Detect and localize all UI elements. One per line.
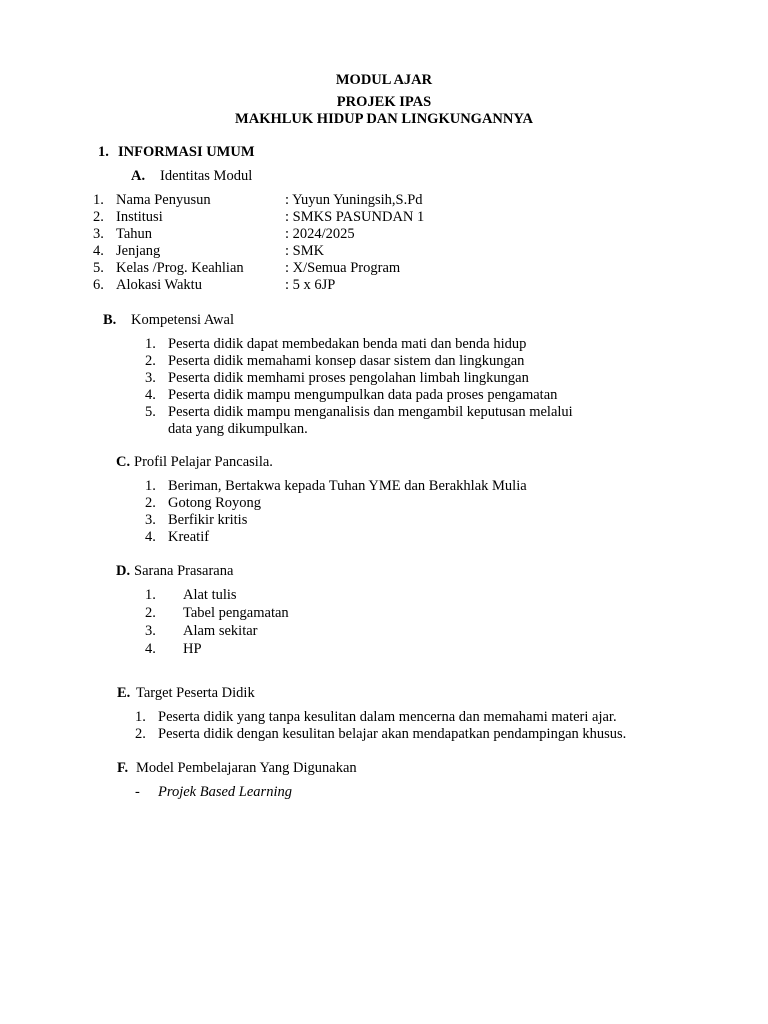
identitas-value: : Yuyun Yuningsih,S.Pd (285, 192, 423, 208)
list-item: HP (183, 641, 202, 657)
list-item-number: 2. (145, 495, 156, 511)
list-bullet: - (135, 784, 140, 800)
identitas-label: Nama Penyusun (116, 192, 211, 208)
list-item: Alam sekitar (183, 623, 258, 639)
subsection-d-title: Sarana Prasarana (134, 563, 234, 579)
list-item-number: 2. (145, 605, 156, 621)
list-item-number: 4. (145, 641, 156, 657)
list-item: Gotong Royong (168, 495, 262, 511)
list-item: Peserta didik mampu mengumpulkan data pada proses pengamatan (168, 387, 558, 403)
list-item: Peserta didik memhami proses pengolahan limbah lingkungan (168, 370, 529, 386)
list-item: Berfikir kritis (168, 512, 248, 528)
doc-title-line3: MAKHLUK HIDUP DAN LINGKUNGANNYA (235, 111, 533, 127)
list-item: Alat tulis (183, 587, 237, 603)
list-item-continuation: data yang dikumpulkan. (168, 421, 308, 437)
doc-title-line1: MODUL AJAR (335, 72, 433, 88)
subsection-c-title: Profil Pelajar Pancasila. (134, 454, 273, 470)
list-item-number: 1. (145, 587, 156, 603)
identitas-num: 6. (93, 277, 104, 293)
list-item: Kreatif (168, 529, 210, 545)
identitas-num: 4. (93, 243, 104, 259)
identitas-label: Jenjang (116, 243, 161, 259)
identitas-label: Institusi (116, 209, 163, 225)
list-item: Beriman, Bertakwa kepada Tuhan YME dan Berakhlak Mulia (168, 478, 527, 494)
subsection-e-title: Target Peserta Didik (136, 685, 255, 701)
list-item-number: 5. (145, 404, 156, 420)
subsection-b-letter: B. (103, 312, 117, 328)
list-item-number: 3. (145, 623, 156, 639)
list-item-number: 3. (145, 370, 156, 386)
list-item-number: 4. (145, 387, 156, 403)
identitas-label: Kelas /Prog. Keahlian (116, 260, 244, 276)
list-item: Peserta didik mampu menganalisis dan mengambil keputusan melalui (168, 404, 573, 420)
section1-number: 1. (98, 144, 109, 160)
list-item-number: 1. (145, 478, 156, 494)
list-item-number: 2. (145, 353, 156, 369)
identitas-value: : 2024/2025 (285, 226, 355, 242)
subsection-e-letter: E. (117, 685, 131, 701)
list-item: Tabel pengamatan (183, 605, 289, 621)
list-item: Peserta didik dapat membedakan benda mati dan benda hidup (168, 336, 527, 352)
list-item-number: 2. (135, 726, 146, 742)
subsection-f-title: Model Pembelajaran Yang Digunakan (136, 760, 357, 776)
list-item-number: 3. (145, 512, 156, 528)
list-item-number: 1. (135, 709, 146, 725)
list-item: Projek Based Learning (158, 784, 292, 800)
identitas-value: : 5 x 6JP (285, 277, 336, 293)
identitas-num: 5. (93, 260, 104, 276)
list-item: Peserta didik yang tanpa kesulitan dalam mencerna dan memahami materi ajar. (158, 709, 617, 725)
subsection-b-title: Kompetensi Awal (131, 312, 234, 328)
identitas-label: Alokasi Waktu (116, 277, 202, 293)
identitas-num: 3. (93, 226, 104, 242)
list-item: Peserta didik memahami konsep dasar sistem dan lingkungan (168, 353, 525, 369)
list-item-number: 1. (145, 336, 156, 352)
identitas-value: : X/Semua Program (285, 260, 401, 276)
doc-title-line2: PROJEK IPAS (336, 94, 432, 110)
subsection-d-letter: D. (116, 563, 131, 579)
list-item-number: 4. (145, 529, 156, 545)
identitas-label: Tahun (116, 226, 153, 242)
identitas-value: : SMKS PASUNDAN 1 (285, 209, 425, 225)
list-item: Peserta didik dengan kesulitan belajar akan mendapatkan pendampingan khusus. (158, 726, 627, 742)
subsection-f-letter: F. (117, 760, 129, 776)
subsection-a-letter: A. (131, 168, 146, 184)
identitas-num: 1. (93, 192, 104, 208)
identitas-num: 2. (93, 209, 104, 225)
subsection-a-title: Identitas Modul (160, 168, 253, 184)
subsection-c-letter: C. (116, 454, 131, 470)
section1-title: INFORMASI UMUM (118, 144, 255, 160)
identitas-value: : SMK (285, 243, 325, 259)
